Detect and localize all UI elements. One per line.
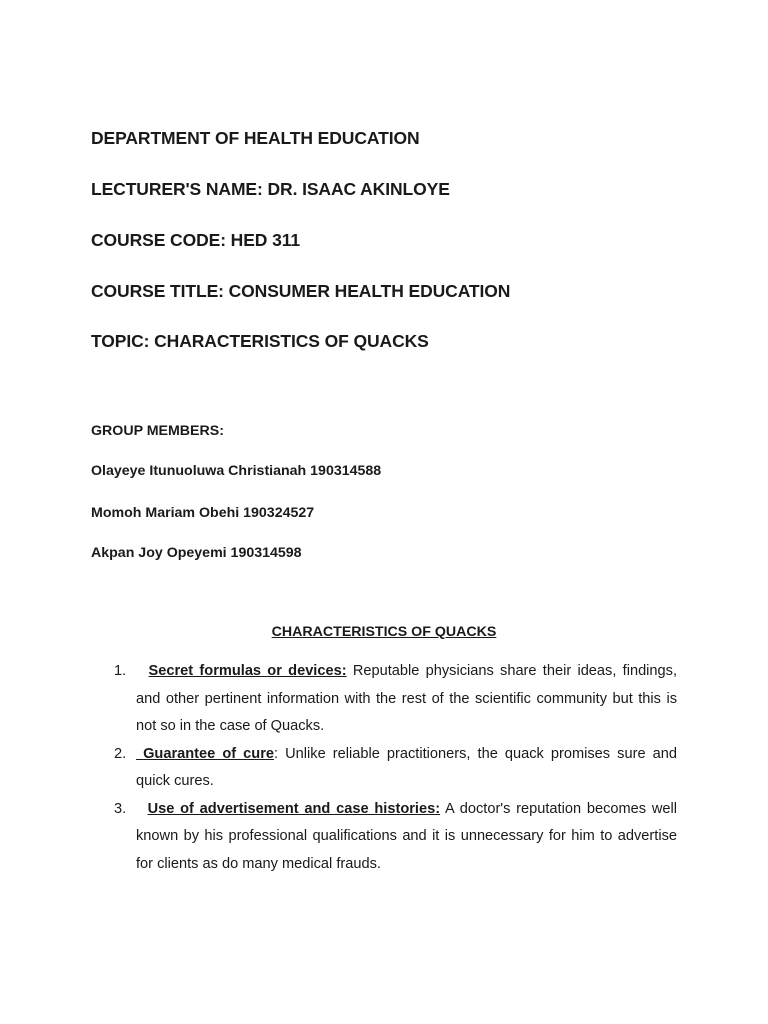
list-item-term: Guarantee of cure (143, 745, 275, 762)
section-title: CHARACTERISTICS OF QUACKS (271, 624, 497, 640)
topic-heading: TOPIC: CHARACTERISTICS OF QUACKS (91, 331, 429, 351)
list-item-number: 2. (114, 745, 127, 762)
list-item-body (136, 796, 677, 879)
list-item-term: Secret formulas or devices: (148, 663, 347, 679)
list-item (0, 741, 768, 796)
list-item-number: 1. (114, 663, 127, 679)
list-item-term: Use of advertisement and case histories: (147, 800, 441, 817)
department-heading: DEPARTMENT OF HEALTH EDUCATION (91, 128, 420, 148)
group-member: Momoh Mariam Obehi 190324527 (91, 505, 315, 521)
course-code: COURSE CODE: HED 311 (91, 230, 301, 250)
group-member: Akpan Joy Opeyemi 190314598 (91, 545, 302, 561)
list-item (0, 796, 768, 879)
list-item-number: 3. (114, 800, 127, 817)
characteristics-list (0, 658, 768, 878)
group-member: Olayeye Itunuoluwa Christianah 190314588 (91, 463, 382, 479)
list-item-body (136, 658, 677, 741)
list-item-body (136, 741, 677, 796)
course-title: COURSE TITLE: CONSUMER HEALTH EDUCATION (91, 281, 511, 301)
list-item-text: : Unlike reliable practitioners, the quack promises sure and quick cures. (136, 745, 677, 789)
list-item (0, 658, 768, 741)
list-item-text: A doctor's reputation becomes well known by his professional qualifications and it is unnecessary for him to advertise for clients as do many medical frauds. (136, 800, 677, 872)
lecturer-name: LECTURER'S NAME: DR. ISAAC AKINLOYE (91, 179, 450, 199)
group-members-heading: GROUP MEMBERS: (91, 423, 224, 439)
list-item-text: Reputable physicians share their ideas, findings, and other pertinent information with the rest of the scientific community but this is not so in the case of Quacks. (136, 663, 678, 734)
